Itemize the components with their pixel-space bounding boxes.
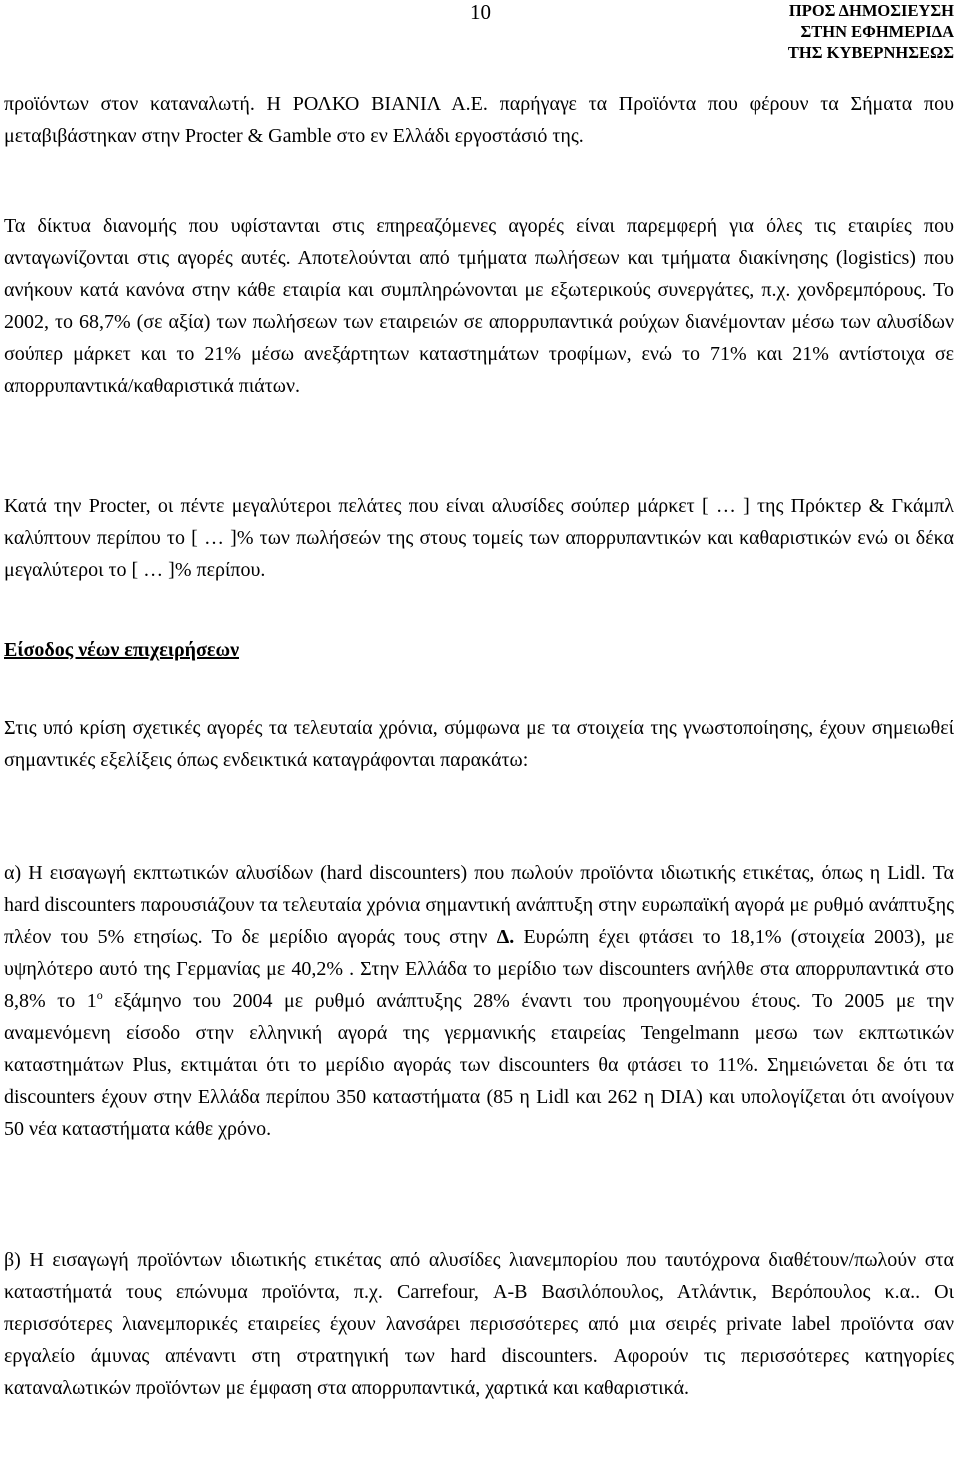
stamp-line-2: ΣΤΗΝ ΕΦΗΜΕΡΙΔΑ (800, 22, 954, 41)
paragraph-market-developments: Στις υπό κρίση σχετικές αγορές τα τελευταία χρόνια, σύμφωνα με τα στοιχεία της γνωστοποίησης, έχουν σημειωθεί σημαντικές εξελίξεις όπως ενδεικτικά καταγράφονται παρακάτω: (4, 717, 954, 771)
paragraph-private-label: β) Η εισαγωγή προϊόντων ιδιωτικής ετικέτας από αλυσίδες λιανεμπορίου που ταυτόχρονα διαθέτουν/πωλούν στα καταστήματά τους επώνυμα προϊόντα, π.χ. Carrefour, Α-Β Βασιλόπουλος, Ατλάντικ, Βερόπουλος κ.α.. Οι περισσότερες λιανεμπορικές εταιρείες έχουν λανσάρει περισσότερες από μια σειρές private label προϊόντα σαν εργαλείο άμυνας απέναντι στη στρατηγική των hard discounters. Αφορούν τις περισσότερες κατηγορίες καταναλωτικών προϊόντων με έμφαση στα απορρυπαντικά, χαρτικά και καθαριστικά. (4, 1249, 954, 1399)
stamp-line-3: ΤΗΣ ΚΥΒΕΡΝΗΣΕΩΣ (787, 43, 954, 62)
page-number: 10 (470, 0, 491, 24)
discounters-ordinal-superscript: ο (96, 988, 103, 1002)
paragraph-hard-discounters (4, 857, 954, 1145)
discounters-text-delta: Δ. (496, 926, 515, 948)
discounters-text-part-3: εξάμηνο του 2004 με ρυθμό ανάπτυξης 28% έναντι του προηγουμένου έτους. Το 2005 με την αναμενόμενη είσοδο στην ελληνική αγορά της γερμανικής εταιρείας Tengelmann μεσω των εκπτωτικών καταστημάτων Plus, εκτιμάται ότι το μερίδιο αγοράς των discounters θα φτάσει το 11%. Σημειώνεται δε ότι τα discounters έχουν στην Ελλάδα περίπου 350 καταστήματα (85 η Lidl και 262 η DIA) και υπολογίζεται ότι ανοίγουν 50 νέα καταστήματα κάθε χρόνο. (4, 990, 955, 1140)
paragraph-procter-customers: Κατά την Procter, οι πέντε μεγαλύτεροι πελάτες που είναι αλυσίδες σούπερ μάρκετ [ … ] της Πρόκτερ & Γκάμπλ καλύπτουν περίπου το [ … ]% των πωλήσεών της στους τομείς των απορρυπαντικών και καθαριστικών ενώ οι δέκα μεγαλύτεροι το [ … ]% περίπου. (4, 495, 954, 581)
publication-stamp (714, 0, 954, 63)
section-heading: Είσοδος νέων επιχειρήσεων (4, 639, 239, 661)
discounters-text-part-1: α) Η εισαγωγή εκπτωτικών αλυσίδων (hard discounters) που πωλούν προϊόντα ιδιωτικής ετικέτας, όπως η Lidl. Τα hard discounters παρουσιάζουν τα τελευταία χρόνια σημαντική ανάπτυξη στην ευρωπαϊκή αγορά με ρυθμό ανάπτυξης πλέον του 5% ετησίως. Το δε μερίδιο αγοράς τους στην (4, 862, 954, 948)
paragraph-continuation: προϊόντων στον καταναλωτή. Η ΡΟΛΚΟ ΒΙΑΝΙΛ Α.Ε. παρήγαγε τα Προϊόντα που φέρουν τα Σήματα που μεταβιβάστηκαν στην Procter & Gamble στο εν Ελλάδι εργοστάσιό της. (4, 93, 954, 147)
paragraph-distribution-networks: Τα δίκτυα διανομής που υφίστανται στις επηρεαζόμενες αγορές είναι παρεμφερή για όλες τις εταιρίες που ανταγωνίζονται στις αγορές αυτές. Αποτελούνται από τμήματα πωλήσεων και τμήματα διακίνησης (logistics) που ανήκουν κατά κανόνα στην κάθε εταιρία και συμπληρώνονται με εξωτερικούς συνεργάτες, π.χ. χονδρεμπόρους. Το 2002, το 68,7% (σε αξία) των πωλήσεων των εταιρειών σε απορρυπαντικά ρούχων διανέμονταν μέσω των αλυσίδων σούπερ μάρκετ και το 21% μέσω ανεξάρτητων καταστημάτων τροφίμων, ενώ το 71% και 21% αντίστοιχα σε απορρυπαντικά/καθαριστικά πιάτων. (4, 215, 954, 397)
stamp-line-1: ΠΡΟΣ ΔΗΜΟΣΙΕΥΣΗ (788, 1, 954, 20)
discounters-text-part-2: Ευρώπη έχει φτάσει το 18,1% (στοιχεία 2003), με υψηλότερο αυτό της Γερμανίας με 40,2% . Στην Ελλάδα το μερίδιο των discounters ανήλθε στα απορρυπαντικά στο 8,8% το 1 (4, 926, 954, 1012)
